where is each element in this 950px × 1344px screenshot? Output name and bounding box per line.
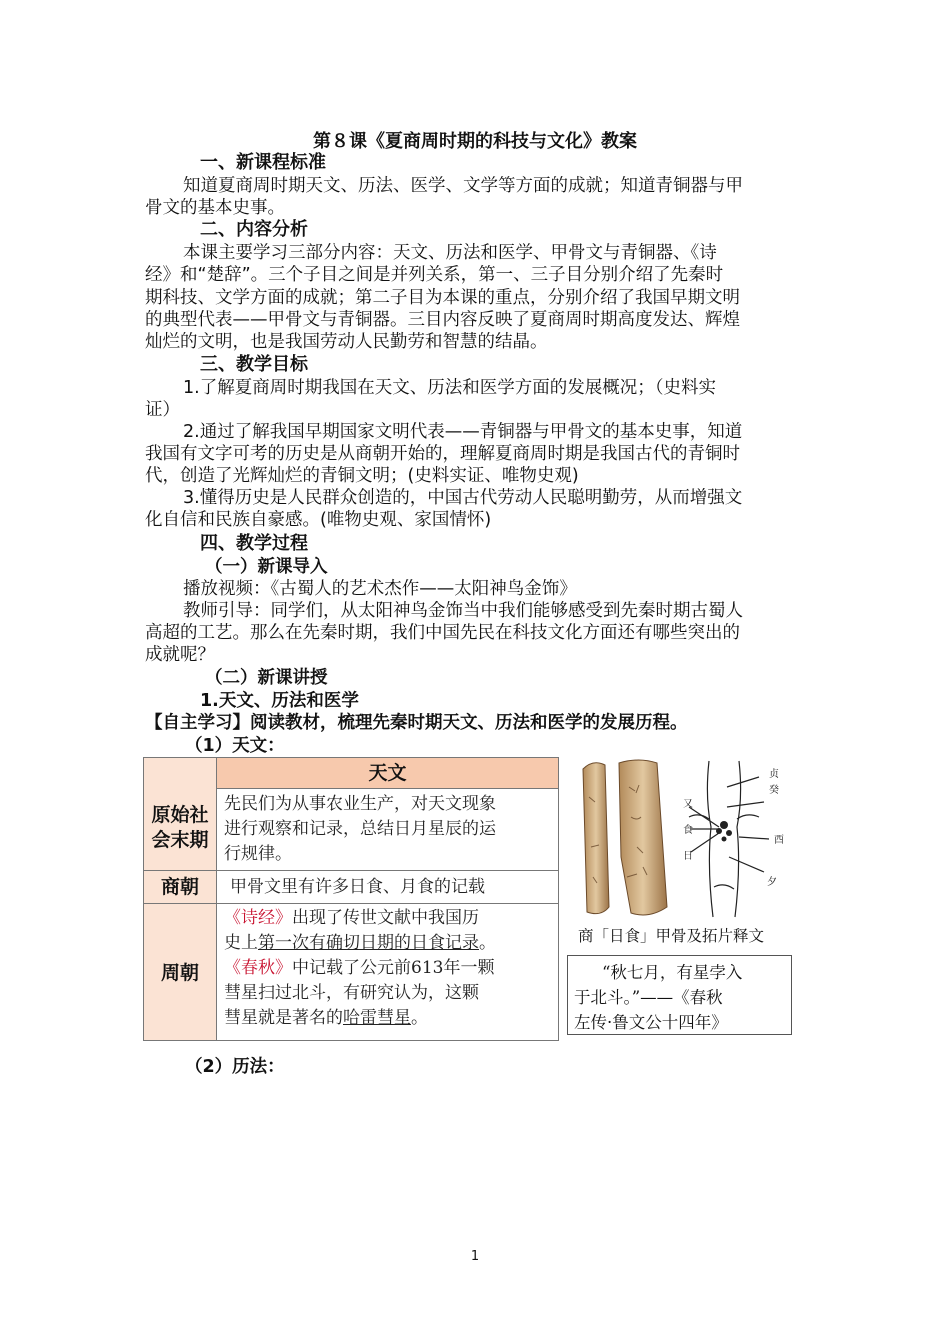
quote-line: “秋七月，有星孛入 bbox=[602, 963, 743, 982]
figure-label: 又 bbox=[683, 799, 693, 810]
page-title: 第８课《夏商周时期的科技与文化》教案 bbox=[313, 131, 637, 152]
table-cell: 甲骨文里有许多日食、月食的记载 bbox=[230, 877, 485, 897]
cell-line: 先民们为从事农业生产，对天文现象 bbox=[224, 794, 496, 814]
row-label-zhou: 周朝 bbox=[160, 962, 199, 984]
sec3-line: 化自信和民族自豪感。(唯物史观、家国情怀) bbox=[145, 510, 492, 530]
cell-line: 进行观察和记录，总结日月星辰的运 bbox=[224, 819, 496, 839]
red-book-title: 《诗经》 bbox=[224, 908, 292, 928]
intro-line: 高超的工艺。那么在先秦时期，我们中国先民在科技文化方面还有哪些突出的 bbox=[145, 623, 740, 643]
sec2-line: 本课主要学习三部分内容：天文、历法和医学、甲骨文与青铜器、《诗 bbox=[183, 243, 717, 263]
sec3-line: 3.懂得历史是人民群众创造的，中国古代劳动人民聪明勤劳，从而增强文 bbox=[183, 488, 743, 508]
sec3-line: 1.了解夏商周时期我国在天文、历法和医学方面的发展概况；（史料实 bbox=[183, 378, 716, 398]
figure-label: 癸 bbox=[769, 785, 779, 796]
sec3-line: 2.通过了解我国早期国家文明代表——青铜器与甲骨文的基本史事，知道 bbox=[183, 422, 743, 442]
section-heading-2: 二、内容分析 bbox=[200, 219, 308, 240]
subheading-lecture: （二）新课讲授 bbox=[205, 668, 328, 688]
row-divider bbox=[144, 903, 558, 904]
page-number: 1 bbox=[470, 1249, 480, 1264]
figure-label: 贞 bbox=[769, 769, 779, 780]
image-caption: 商「日食」甲骨及拓片释文 bbox=[578, 927, 765, 945]
section-heading-3: 三、教学目标 bbox=[200, 354, 308, 375]
table-cell bbox=[224, 906, 554, 1031]
quote-line: 左传·鲁文公十四年》 bbox=[574, 1013, 728, 1032]
oracle-bone-drawing bbox=[579, 757, 794, 922]
quote-box bbox=[567, 955, 792, 1035]
sec2-line: 灿烂的文明，也是我国劳动人民勤劳和智慧的结晶。 bbox=[145, 332, 548, 352]
row-label-shang: 商朝 bbox=[160, 876, 199, 898]
calendar-label: （2）历法： bbox=[185, 1057, 285, 1077]
astronomy-table bbox=[143, 757, 559, 1041]
row-divider bbox=[144, 870, 558, 871]
sec3-line: 我国有文字可考的历史是从商朝开始的，理解夏商周时期是我国古代的青铜时 bbox=[145, 444, 740, 464]
cell-text: 中记载了公元前613年一颗 bbox=[292, 958, 495, 978]
oracle-bone-image bbox=[579, 757, 794, 922]
sec1-line: 知道夏商周时期天文、历法、医学、文学等方面的成就；知道青铜器与甲 bbox=[183, 176, 743, 196]
cell-text: 。 bbox=[411, 1008, 428, 1028]
underlined-text: 第一次有确切日期的日食记录 bbox=[258, 933, 479, 953]
table-header: 天文 bbox=[217, 758, 558, 789]
intro-line: 教师引导：同学们，从太阳神鸟金饰当中我们能够感受到先秦时期古蜀人 bbox=[183, 601, 743, 621]
underlined-text: 哈雷彗星 bbox=[343, 1008, 411, 1028]
cell-text: 彗星就是著名的 bbox=[224, 1008, 343, 1028]
subheading-intro: （一）新课导入 bbox=[205, 557, 328, 577]
sec3-line: 证） bbox=[145, 400, 180, 420]
cell-text: 。 bbox=[479, 933, 496, 953]
item-heading: 1.天文、历法和医学 bbox=[200, 691, 359, 711]
intro-line: 播放视频：《古蜀人的艺术杰作——太阳神鸟金饰》 bbox=[183, 579, 577, 599]
figure-label: 食 bbox=[683, 825, 693, 836]
sec1-line: 骨文的基本史事。 bbox=[145, 198, 285, 218]
section-heading-1: 一、新课程标准 bbox=[200, 152, 326, 173]
cell-text: 史上 bbox=[224, 933, 258, 953]
sec3-line: 代，创造了光辉灿烂的青铜文明；(史料实证、唯物史观) bbox=[145, 466, 579, 486]
quote-line: 于北斗。”——《春秋 bbox=[574, 988, 723, 1007]
figure-label: 日 bbox=[683, 851, 693, 862]
figure-label: 夕 bbox=[767, 877, 777, 888]
row-label-primitive: 原始社会末期 bbox=[151, 804, 209, 851]
cell-line: 行规律。 bbox=[224, 844, 292, 864]
astronomy-label: （1）天文： bbox=[185, 736, 285, 756]
sec2-line: 经》和“楚辞”。三个子目之间是并列关系，第一、三子目分别介绍了先秦时 bbox=[145, 265, 724, 285]
cell-text: 出现了传世文献中我国历 bbox=[292, 908, 479, 928]
table-cell bbox=[224, 792, 554, 867]
section-heading-4: 四、教学过程 bbox=[200, 533, 308, 554]
figure-label: 酉 bbox=[774, 835, 784, 846]
cell-text: 彗星扫过北斗，有研究认为，这颗 bbox=[224, 983, 479, 1003]
sec2-line: 的典型代表——甲骨文与青铜器。三目内容反映了夏商周时期高度发达、辉煌 bbox=[145, 310, 740, 330]
red-book-title: 《春秋》 bbox=[224, 958, 292, 978]
sec2-line: 期科技、文学方面的成就；第二子目为本课的重点，分别介绍了我国早期文明 bbox=[145, 288, 740, 308]
self-study-line: 【自主学习】阅读教材，梳理先秦时期天文、历法和医学的发展历程。 bbox=[145, 713, 688, 733]
intro-line: 成就呢？ bbox=[145, 645, 215, 665]
